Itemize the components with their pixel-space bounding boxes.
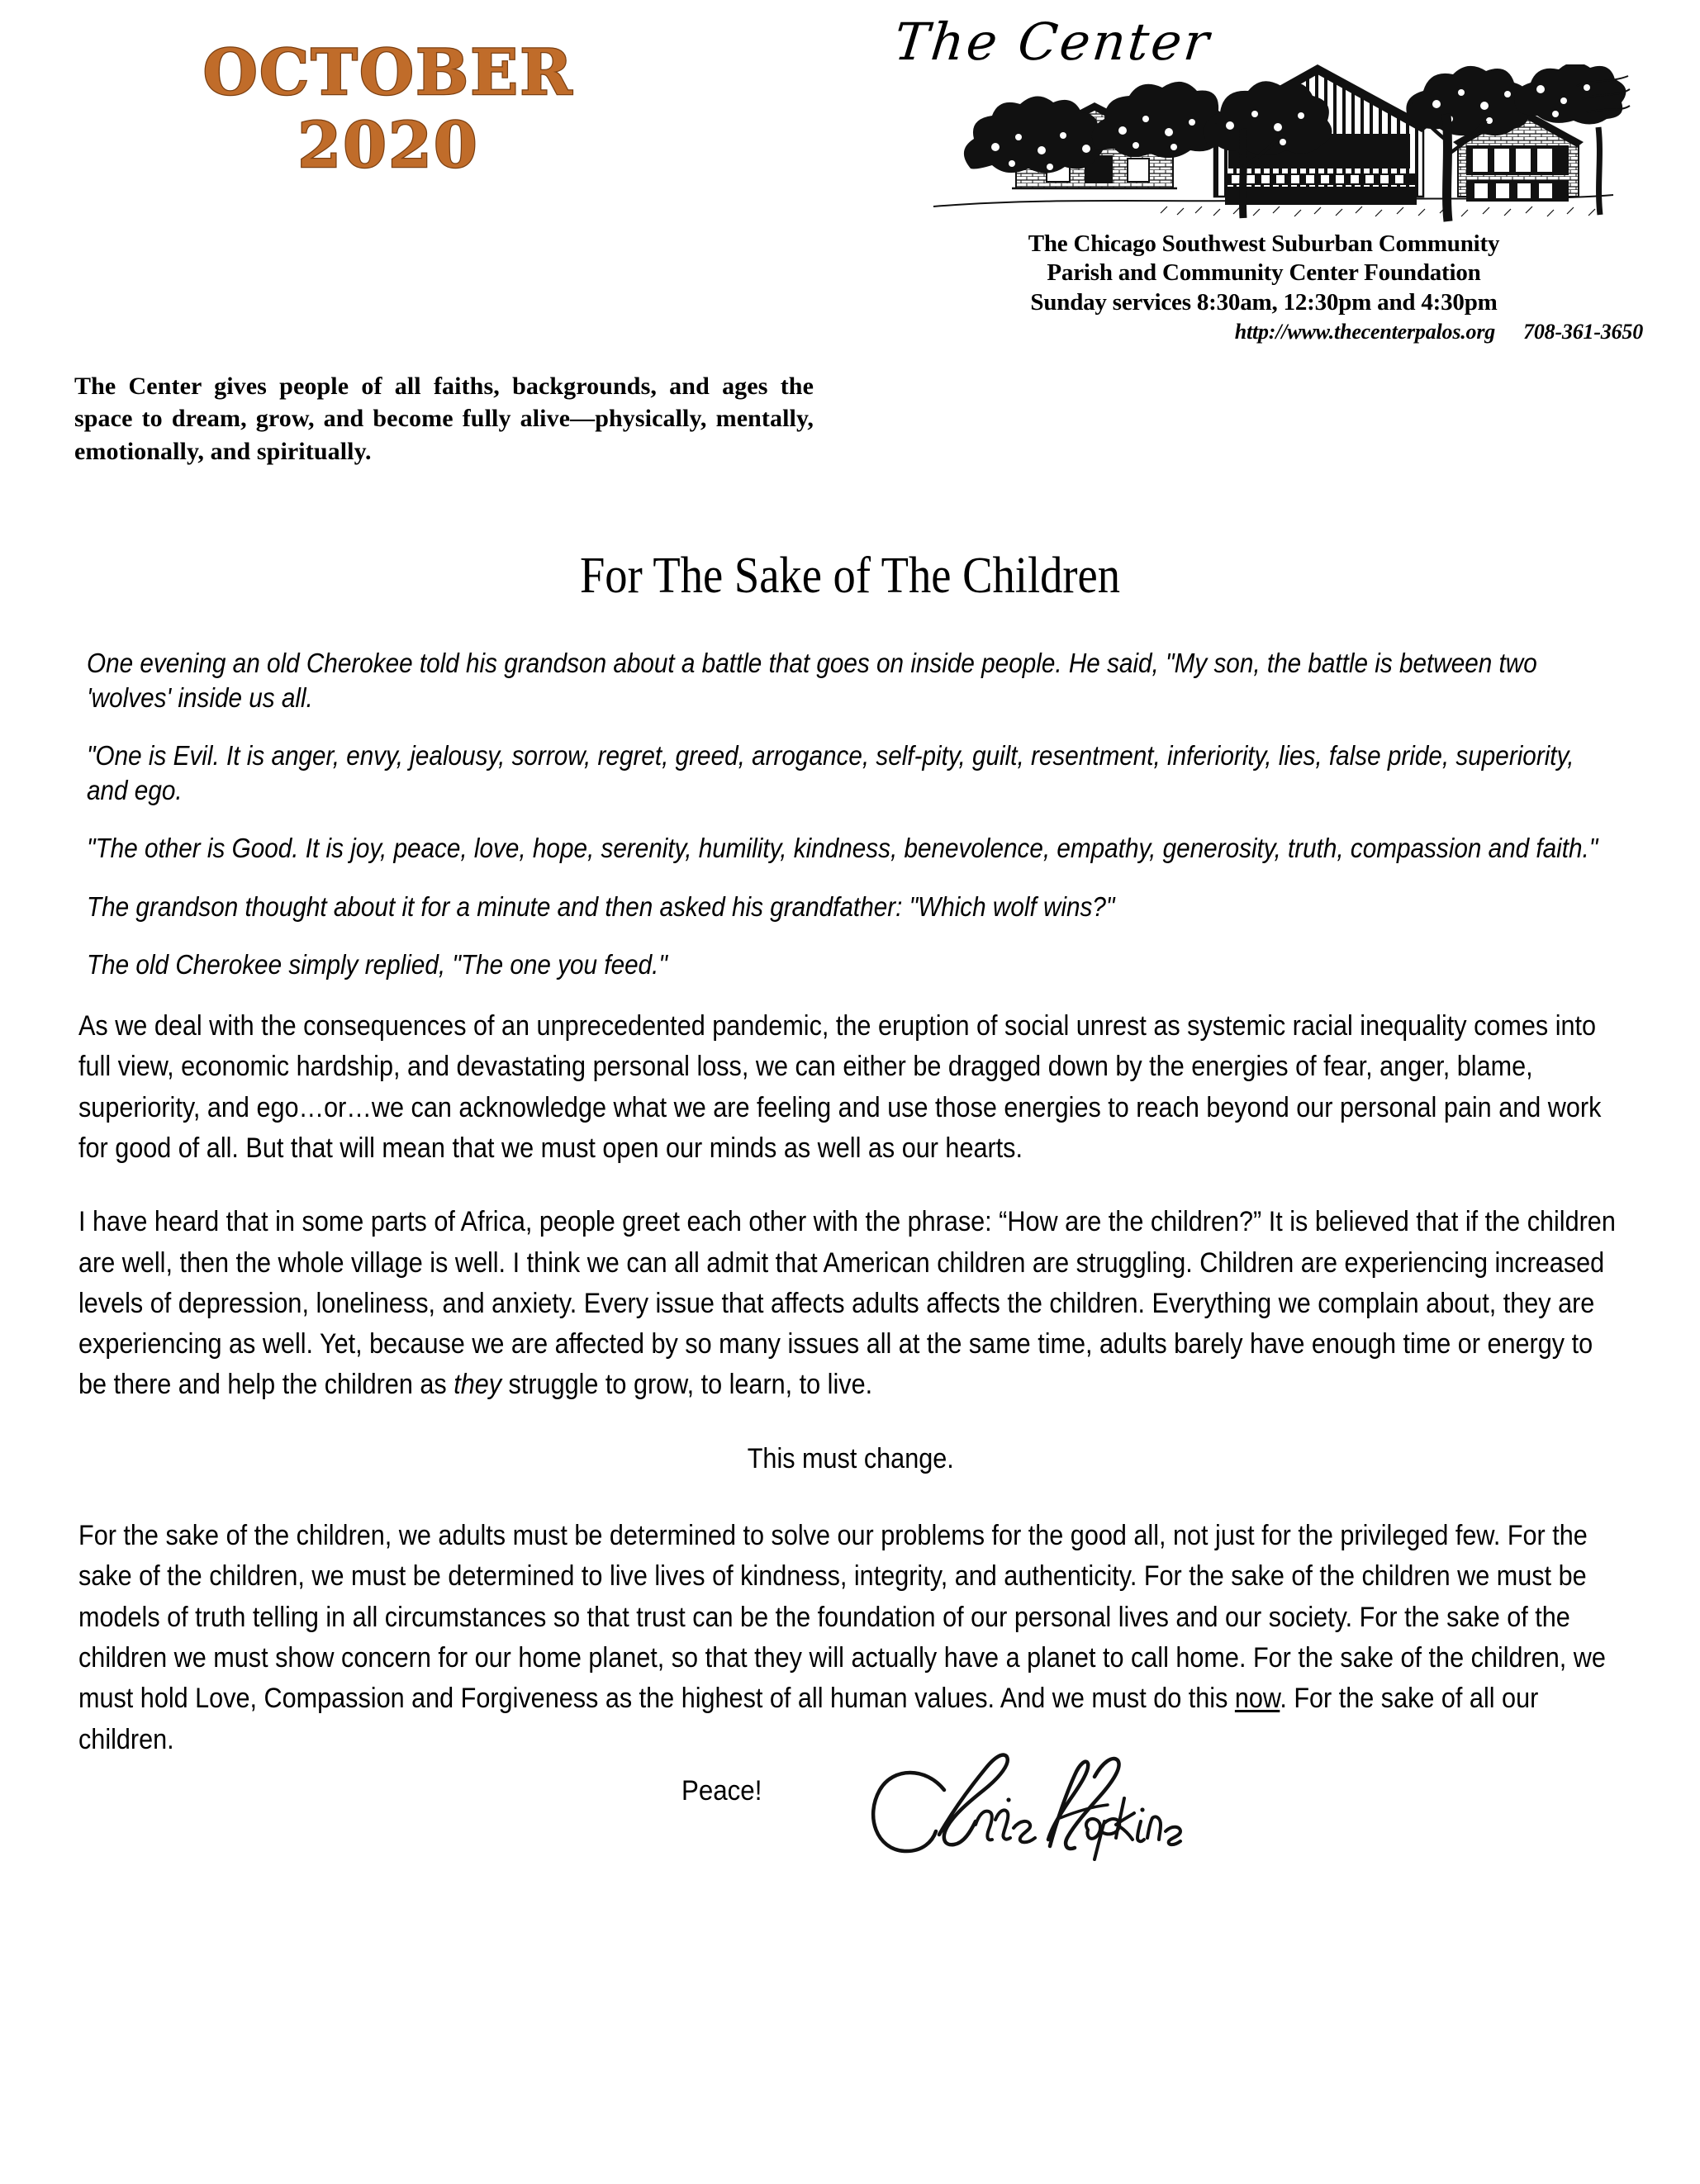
- article: [0, 550, 1700, 1925]
- article-title: For The Sake of The Children: [579, 548, 1121, 604]
- emphasis-they: they: [453, 1369, 502, 1401]
- signoff: [78, 1769, 1622, 1925]
- issue-date: [124, 36, 653, 182]
- paragraph-text-part-2: struggle to grow, to learn, to live.: [501, 1369, 873, 1401]
- body-paragraph-children: [78, 1202, 1622, 1405]
- signature-image: [847, 1739, 1202, 1879]
- website-link[interactable]: http://www.thecenterpalos.org: [1234, 320, 1496, 344]
- body-paragraph-for-the-sake: [78, 1516, 1622, 1760]
- callout-this-must-change: This must change.: [747, 1442, 954, 1474]
- story-paragraph: "The other is Good. It is joy, peace, love, hope, serenity, humility, kindness, benevolence, empathy, generosity, truth, compassion and faith.": [87, 833, 1598, 864]
- paragraph-text-part-1: For the sake of the children, we adults must be determined to solve our problems for the good all, not just for the privileged few. For the sake of the children, we must be determined to live lives of kindness, integrity, and authenticity. For the sake of the children we must be models of truth telling in all circumstances so that trust can be the foundation of our personal lives and our society. For the sake of the children we must show concern for our home planet, so that they will actually have a planet to call home. For the sake of the children, we must hold Love, Compassion and Forgiveness as the highest of all human values. And we must do this: [78, 1520, 1606, 1715]
- organization-logo-block: [880, 12, 1648, 344]
- service-times: Sunday services 8:30am, 12:30pm and 4:30pm: [1030, 288, 1498, 316]
- cherokee-story: [87, 646, 1615, 982]
- org-name-line-1: The Chicago Southwest Suburban Community: [1028, 230, 1500, 257]
- masthead: [0, 0, 1700, 463]
- story-paragraph: The grandson thought about it for a minute and then asked his grandfather: "Which wolf wins?": [87, 890, 1115, 922]
- contact-web-phone: [880, 319, 1648, 345]
- underlined-now: now: [1234, 1683, 1280, 1715]
- paragraph-text-part-2: . For the sake of all our children.: [78, 1683, 1539, 1755]
- story-paragraph: The old Cherokee simply replied, "The one you feed.": [87, 949, 667, 980]
- paragraph-text-part-1: I have heard that in some parts of Africa, people greet each other with the phrase: “How are the children?” It is believed that if the children are well, then the whole village is well. I think we can all admit that American children are struggling. Children are experiencing increased levels of depression, loneliness, and anxiety. Every issue that affects adults affects the children. Everything we complain about, they are experiencing as well. Yet, because we are affected by so many issues all at the same time, adults barely have enough time or energy to be there and help the children as: [78, 1206, 1616, 1401]
- closing-salutation: Peace!: [681, 1774, 762, 1807]
- body-paragraph-pandemic: As we deal with the consequences of an unprecedented pandemic, the eruption of social unrest as systemic racial inequality comes into full view, economic hardship, and devastating personal loss, we can either be dragged down by the energies of fear, anger, blame, superiority, and ego…or…we can acknowledge what we are feeling and use those energies to reach beyond our personal pain and work for good of all. But that will mean that we must open our minds as well as our hearts.: [78, 1010, 1602, 1164]
- phone-number: 708-361-3650: [1523, 320, 1643, 344]
- article-body: [78, 1006, 1622, 1760]
- logo-wordmark: The Center: [891, 12, 1214, 72]
- issue-year: 2020: [297, 107, 479, 182]
- mission-statement: The Center gives people of all faiths, backgrounds, and ages the space to dream, grow, and become fully alive—physically, mentally, emotionally, and spiritually.: [74, 373, 814, 465]
- story-paragraph: One evening an old Cherokee told his grandson about a battle that goes on inside people. He said, "My son, the battle is between two 'wolves' inside us all.: [87, 648, 1537, 713]
- organization-contact-block: [880, 230, 1648, 345]
- org-name-line-2: Parish and Community Center Foundation: [1047, 259, 1481, 287]
- story-paragraph: "One is Evil. It is anger, envy, jealousy, sorrow, regret, greed, arrogance, self-pity, guilt, resentment, inferiority, lies, false pride, superiority, and ego.: [87, 740, 1574, 805]
- building-illustration-icon: [888, 64, 1631, 230]
- issue-month: OCTOBER: [202, 36, 574, 109]
